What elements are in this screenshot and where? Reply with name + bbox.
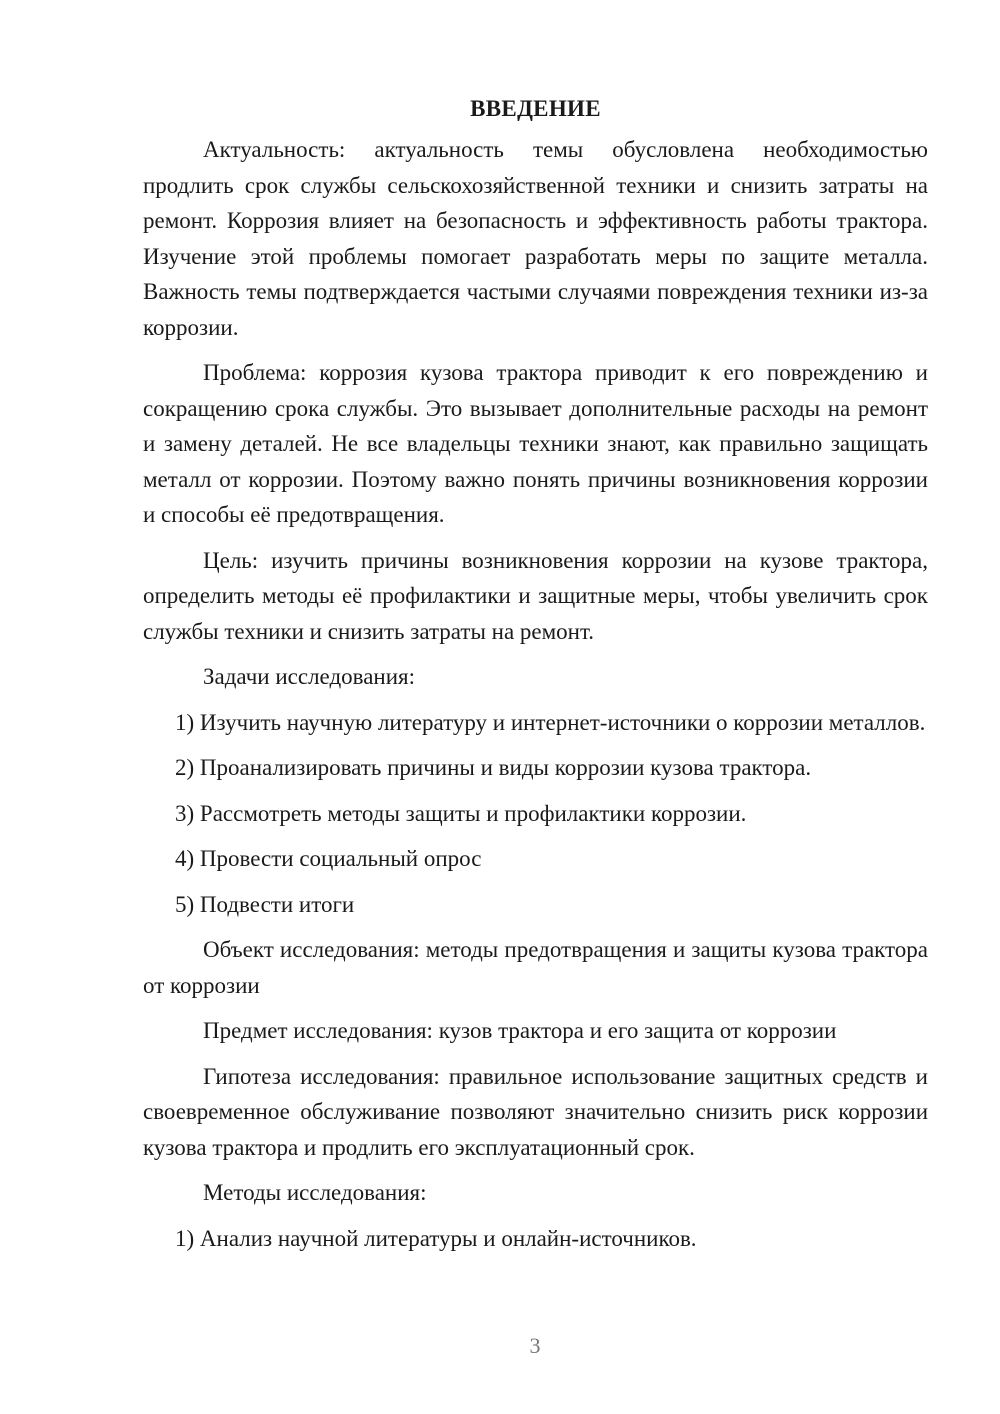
- relevance-paragraph: Актуальность: актуальность темы обусловлена необходимостью продлить срок службы сельскохозяйственной техники и снизить затраты на ремонт. Коррозия влияет на безопасность и эффективность работы трактора. Изучение этой проблемы помогает разработать меры по защите металла. Важность темы подтверждается частыми случаями повреждения техники из-за коррозии.: [143, 137, 928, 340]
- object-paragraph: Объект исследования: методы предотвращения и защиты кузова трактора от коррозии: [143, 937, 928, 998]
- task-item-1: 1) Изучить научную литературу и интернет-источники о коррозии металлов.: [175, 709, 926, 735]
- task-item-3: 3) Рассмотреть методы защиты и профилактики коррозии.: [175, 800, 747, 826]
- subject-paragraph: Предмет исследования: кузов трактора и его защита от коррозии: [203, 1018, 837, 1043]
- tasks-heading: Задачи исследования:: [203, 664, 416, 689]
- problem-paragraph: Проблема: коррозия кузова трактора приводит к его повреждению и сокращению срока службы. Это вызывает дополнительные расходы на ремонт и замену деталей. Не все владельцы техники знают, как правильно защищать металл от коррозии. Поэтому важно понять причины возникновения коррозии и способы её предотвращения.: [143, 360, 928, 527]
- document-page: [143, 92, 928, 1266]
- task-item-5: 5) Подвести итоги: [175, 891, 355, 917]
- hypothesis-paragraph: Гипотеза исследования: правильное использование защитных средств и своевременное обслуживание позволяют значительно снизить риск коррозии кузова трактора и продлить его эксплуатационный срок.: [143, 1063, 928, 1160]
- goal-paragraph: Цель: изучить причины возникновения коррозии на кузове трактора, определить методы её профилактики и защитные меры, чтобы увеличить срок службы техники и снизить затраты на ремонт.: [143, 547, 928, 644]
- section-title: ВВЕДЕНИЕ: [470, 96, 601, 121]
- method-item-1: 1) Анализ научной литературы и онлайн-источников.: [175, 1225, 697, 1251]
- page-number: 3: [529, 1333, 541, 1358]
- methods-heading: Методы исследования:: [203, 1180, 427, 1205]
- task-item-2: 2) Проанализировать причины и виды коррозии кузова трактора.: [175, 755, 812, 780]
- task-item-4: 4) Провести социальный опрос: [175, 846, 482, 871]
